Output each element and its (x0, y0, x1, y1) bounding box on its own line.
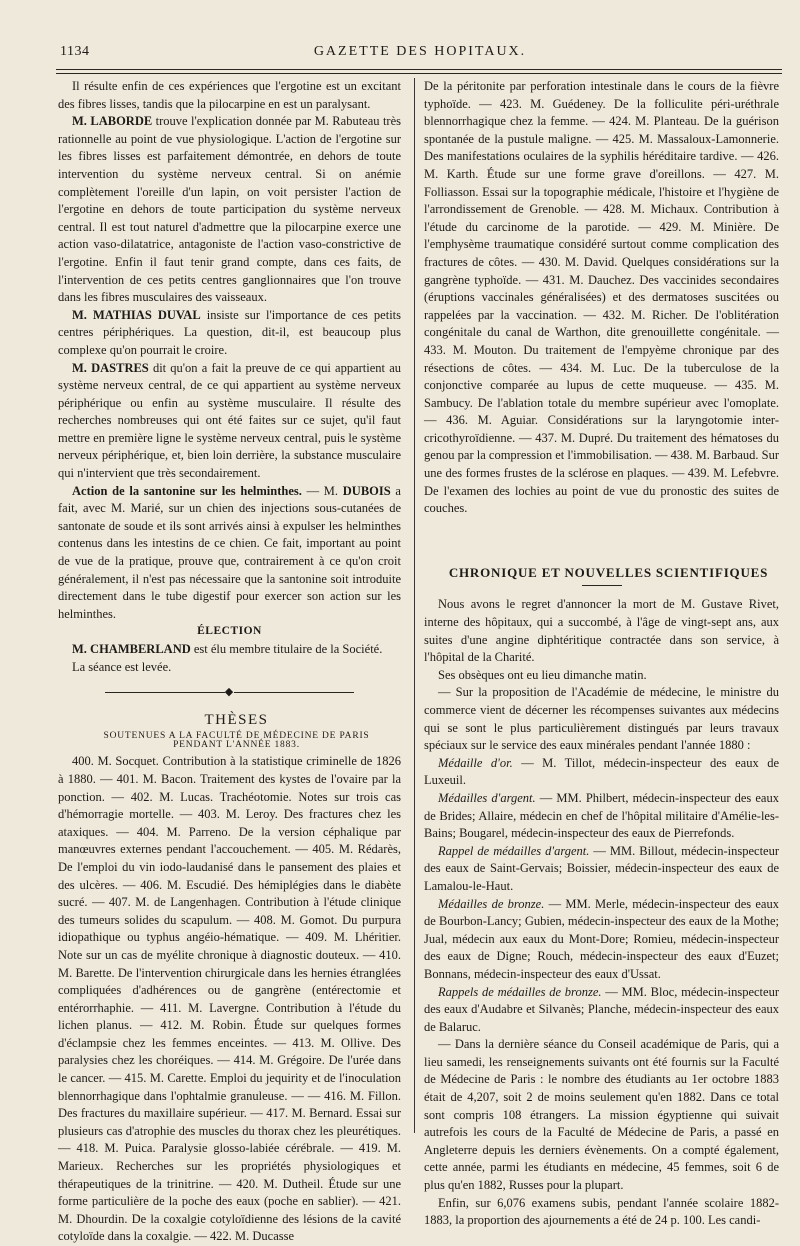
paragraph (58, 307, 401, 360)
paragraph: — Dans la dernière séance du Conseil académique de Paris, qui a lieu samedi, les renseignements suivants ont été fournis sur la Faculté de Médecine de Paris : le nombre des étudiants au 1er octobre 1883 était de 4,207, soit 2 de moins seulement qu'en 1882. Dans ce total sont compris 108 étrangers. La mission égyptienne qui suivait autrefois les cours de la Faculté de Médecine de Paris, a passé en Angleterre depuis les derniers évènements. On a compté également, cette année, parmi les étudiants en médecine, 45 femmes, soit 6 de plus qu'en 1882, Russes pour la plupart. (424, 1037, 779, 1193)
paragraph-text: — M. Tillot, médecin-inspecteur des eaux de Luxeuil. (424, 755, 779, 788)
spacer (424, 518, 779, 564)
ornament-divider: ◆ (58, 684, 401, 702)
speaker-name: M. LABORDE (72, 114, 153, 129)
header-rule (56, 69, 782, 70)
award-label: Médailles d'argent. (438, 790, 536, 805)
paragraph (58, 483, 401, 624)
paragraph (58, 113, 401, 307)
paragraph: La séance est levée. (72, 659, 172, 674)
speaker-name: M. CHAMBERLAND (72, 642, 191, 656)
paragraph: — Sur la proposition de l'Académie de médecine, le ministre du commerce vient de décerner les récompenses suivantes aux médecins qui se sont le plus particulièrement distingués par leurs travaux spéciaux sur le service des eaux minérales pendant l'année 1880 : (424, 685, 779, 753)
award-label: Médaille d'or. (438, 755, 513, 770)
paragraph (58, 360, 401, 483)
award-label: Médailles de bronze. (438, 896, 545, 911)
theses-subtitle: SOUTENUES A LA FACULTÉ DE MÉDECINE DE PARIS (103, 731, 370, 742)
award-label: Rappel de médailles d'argent. (438, 843, 590, 858)
theses-list-continued: De la péritonite par perforation intestinale dans le cours de la fièvre typhoïde. — 423. M. Guédeney. De la folliculite péri-uréthrale blennorrhagique chez la femme. — 424. M. Planteau. De la guérison spontanée de la pustule maligne. — 425. M. Massaloux-Lamonnerie. Des manifestations oculaires de la syphilis héréditaire tardive. — 426. M. Karth. Étude sur une forme grave d'oreillons. — 427. M. Folliasson. Essai sur la topographie médicale, l'histoire et l'hygiène de l'arrondissement de Grenoble. — 428. M. Michaux. Contribution à l'étude du carcinome de la parotide. — 429. M. Minière. De l'emphysème traumatique considéré surtout comme complication des fractures de côtes. — 430. M. David. Quelques considérations sur la gangrène typhoïde. — 431. M. Dauchez. Des vaccinides secondaires (éruptions vaccinales généralisées) et des dermatoses suscitées ou rappelées par la vaccination. — 432. M. Richer. De l'oblitération congénitale du canal de Warthon, dite grenouillette congénitale. — 433. M. Mouton. Du traitement de l'empyème chronique par des résections de côtes. — 434. M. Luc. De la tuberculose de la conjonctive comparée au lupus de cette muqueuse. — 435. M. Sambucy. De l'ablation totale du membre supérieur avec l'omoplate. — 436. M. Aguiar. Considérations sur la laryngotomie inter-cricothyroïdienne. — 437. M. Dupré. Du traitement des hématoses du genou par la compression et l'immobilisation. — 438. M. Barbaud. Sur une des formes frustes de la sclérose en plaques. — 439. M. Lefebvre. De l'examen des lochies au point de vue du pronostic des suites de couches. (424, 79, 779, 516)
speaker-name: M. MATHIAS DUVAL (72, 307, 201, 322)
paragraph (424, 755, 779, 790)
paragraph: Enfin, sur 6,076 examens subis, pendant l'année scolaire 1882-1883, la proportion des ajournements a été de 24 p. 100. Les candi- (424, 1195, 779, 1228)
paragraph-text: insiste sur l'importance de ces petits centres périphériques. La question, dit-il, est beaucoup plus complexe qu'on pourrait le croire. (58, 307, 402, 357)
page-header (60, 44, 780, 66)
speaker-name: M. DASTRES (72, 360, 149, 375)
header-rule-thin (56, 73, 782, 74)
left-column (58, 78, 401, 1246)
paragraph (424, 843, 779, 896)
theses-title: THÈSES (204, 711, 269, 728)
paragraph-text: a fait, avec M. Marié, sur un chien des injections sous-cutanées de santonate de soude et ils sont arrivés ainsi à expulser les helminthes contenus dans les intestins de ce chien. Ce fait, important au point de vue de la pratique, prouve que, contrairement à ce qu'on croit généralement, il n'est pas nécessaire que la santonine soit introduite directement dans le tube digestif pour exercer son action sur les helminthes. (58, 483, 401, 621)
paragraph: Ses obsèques ont eu lieu dimanche matin. (438, 667, 647, 682)
dash: — M. (301, 483, 343, 498)
chronique-title: CHRONIQUE ET NOUVELLES SCIENTIFIQUES (448, 564, 769, 580)
running-title: GAZETTE DES HOPITAUX. (313, 44, 527, 59)
column-divider (414, 78, 415, 1133)
paragraph (424, 896, 779, 984)
theses-subtitle-year: PENDANT L'ANNÉE 1883. (173, 740, 300, 751)
page-number: 1134 (60, 44, 90, 59)
election-heading: ÉLECTION (197, 625, 262, 638)
paragraph (424, 790, 779, 843)
right-column (424, 78, 779, 1230)
award-label: Rappels de médailles de bronze. (438, 984, 602, 999)
paragraph-text: trouve l'explication donnée par M. Rabuteau très rationnelle au point de vue physiologique. L'action de l'ergotine sur les fibres lisses est parfaitement démontrée, en dehors de toute intervention du système nerveux central. Si on anémie complètement l'oreille d'un lapin, on voit persister l'action de l'ergotine en dehors de toute participation du système nerveux central. Il est tout naturel d'admettre que la pilocarpine exerce une action vaso-dilatatrice, antagoniste de l'action vaso-constrictive de l'ergotine. Enfin il faut tenir grand compte, dans ces faits, de l'intervention de ces petits centres ganglionnaires que l'on trouve dans les fibres musculaires des vaisseaux. (58, 114, 401, 305)
paragraph-text: — MM. Billout, médecin-inspecteur des eaux de Saint-Gervais; Boissier, médecin-inspecteur des eaux de Lamalou-le-Haut. (424, 843, 779, 893)
paragraph-text: — MM. Merle, médecin-inspecteur des eaux de Bourbon-Lancy; Gubien, médecin-inspecteur des eaux de la Mothe; Jual, médecin aux eaux du Mont-Dore; Romieu, médecin-inspecteur des eaux de Digne; Rouch, médecin-inspecteur des eaux d'Euzet; Bonnans, médecin-inspecteur des eaux d'Ussat. (424, 896, 779, 981)
paragraph-text: est élu membre titulaire de la Société. (190, 642, 383, 656)
section-title: Action de la santonine sur les helminthes. (72, 483, 302, 498)
paragraph-text: — MM. Philbert, médecin-inspecteur des eaux de Brides; Allaire, médecin en chef de l'hôpital militaire d'Amélie-les-Bains; Bougarel, médecin-inspecteur des eaux de Pierrefonds. (424, 790, 779, 841)
chronique-rule (582, 585, 622, 586)
paragraph-text: — MM. Bloc, médecin-inspecteur des eaux d'Audabre et Silvanès; Planche, médecin-inspecteur des eaux de Balaruc. (424, 984, 779, 1034)
paragraph (58, 641, 401, 659)
paragraph (424, 984, 779, 1037)
theses-list: 400. M. Socquet. Contribution à la statistique criminelle de 1826 à 1880. — 401. M. Bacon. Traitement des kystes de l'ovaire par la ponction. — 402. M. Lucas. Trachéotomie. Notes sur trois cas d'hémorragie mortelle. — 403. M. Leroy. Des fractures chez les ataxiques. — 404. M. Parreno. De la version céphalique par manœuvres externes pendant l'accouchement. — 405. M. Rédarès, De l'emploi du vin iodo-laudanisé dans le pansement des plaies et des ulcères. — 406. M. Escudié. Des hémiplégies dans le diabète sucré. — 407. M. de Langenhagen. Contribution à l'étude clinique des tumeurs solides du scapulum. — 408. M. Gomot. Du purpura idiopathique ou typhus angéio-hématique. — 409. M. Lhéritier. Note sur un cas de myélite chronique à diagnostic douteux. — 410. M. Barette. De l'intervention chirurgicale dans les hernies étranglées compliquées d'adhérences ou de gangrène (entérectomie et entérorrhaphie. — 411. M. Lavergne. Contribution à l'étude du lichen planus. — 412. M. Robin. Étude sur quelques formes d'éclampsie chez les femmes enceintes. — 413. M. Ollive. Des paralysies chez les choréiques. — 414. M. Grégoire. De l'urée dans le cancer. — 415. M. Carette. Emploi du jequirity et de l'inoculation blennorrhagique dans l'ophtalmie granuleuse. — — 416. M. Fillon. Des fractures du maxillaire supérieur. — 417. M. Bernard. Essai sur plusieurs cas d'atrophie des muscles du thorax chez les pleurétiques. — 418. M. Puica. Paralysie glosso-labiée cérébrale. — 419. M. Marieux. Recherches sur les propriétés physiologiques et thérapeutiques de la trinitrine. — 420. M. Dutheil. Étude sur une forme particulière de la poche des eaux (poche en sablier). — 421. M. Dhourdin. De la coxalgie cotyloïdienne des lésions de la cavité cotyloïde dans la coxalgie. — 422. M. Ducasse (58, 754, 401, 1244)
paragraph: Il résulte enfin de ces expériences que l'ergotine est un excitant des fibres lisses, tandis que la pilocarpine en est un paralysant. (58, 79, 401, 111)
paragraph-text: dit qu'on a fait la preuve de ce qui appartient au système nerveux central, de ce qui appartient au système nerveux périphérique ou enfin au système musculaire. Il résulte des recherches nombreuses qui ont été faites sur ce sujet, qu'il faut mettre en première ligne le système nerveux central, puis le système nerveux périphérique, et, bien loin derrière, la substance musculaire qui n'intervient que très secondairement. (58, 360, 401, 481)
paragraph: Nous avons le regret d'annoncer la mort de M. Gustave Rivet, interne des hôpitaux, qui a succombé, à l'âge de vingt-sept ans, aux suites d'une angine diphtéritique contractée dans son service, à l'hôpital de la Charité. (424, 597, 779, 665)
speaker-name: DUBOIS (342, 483, 391, 498)
